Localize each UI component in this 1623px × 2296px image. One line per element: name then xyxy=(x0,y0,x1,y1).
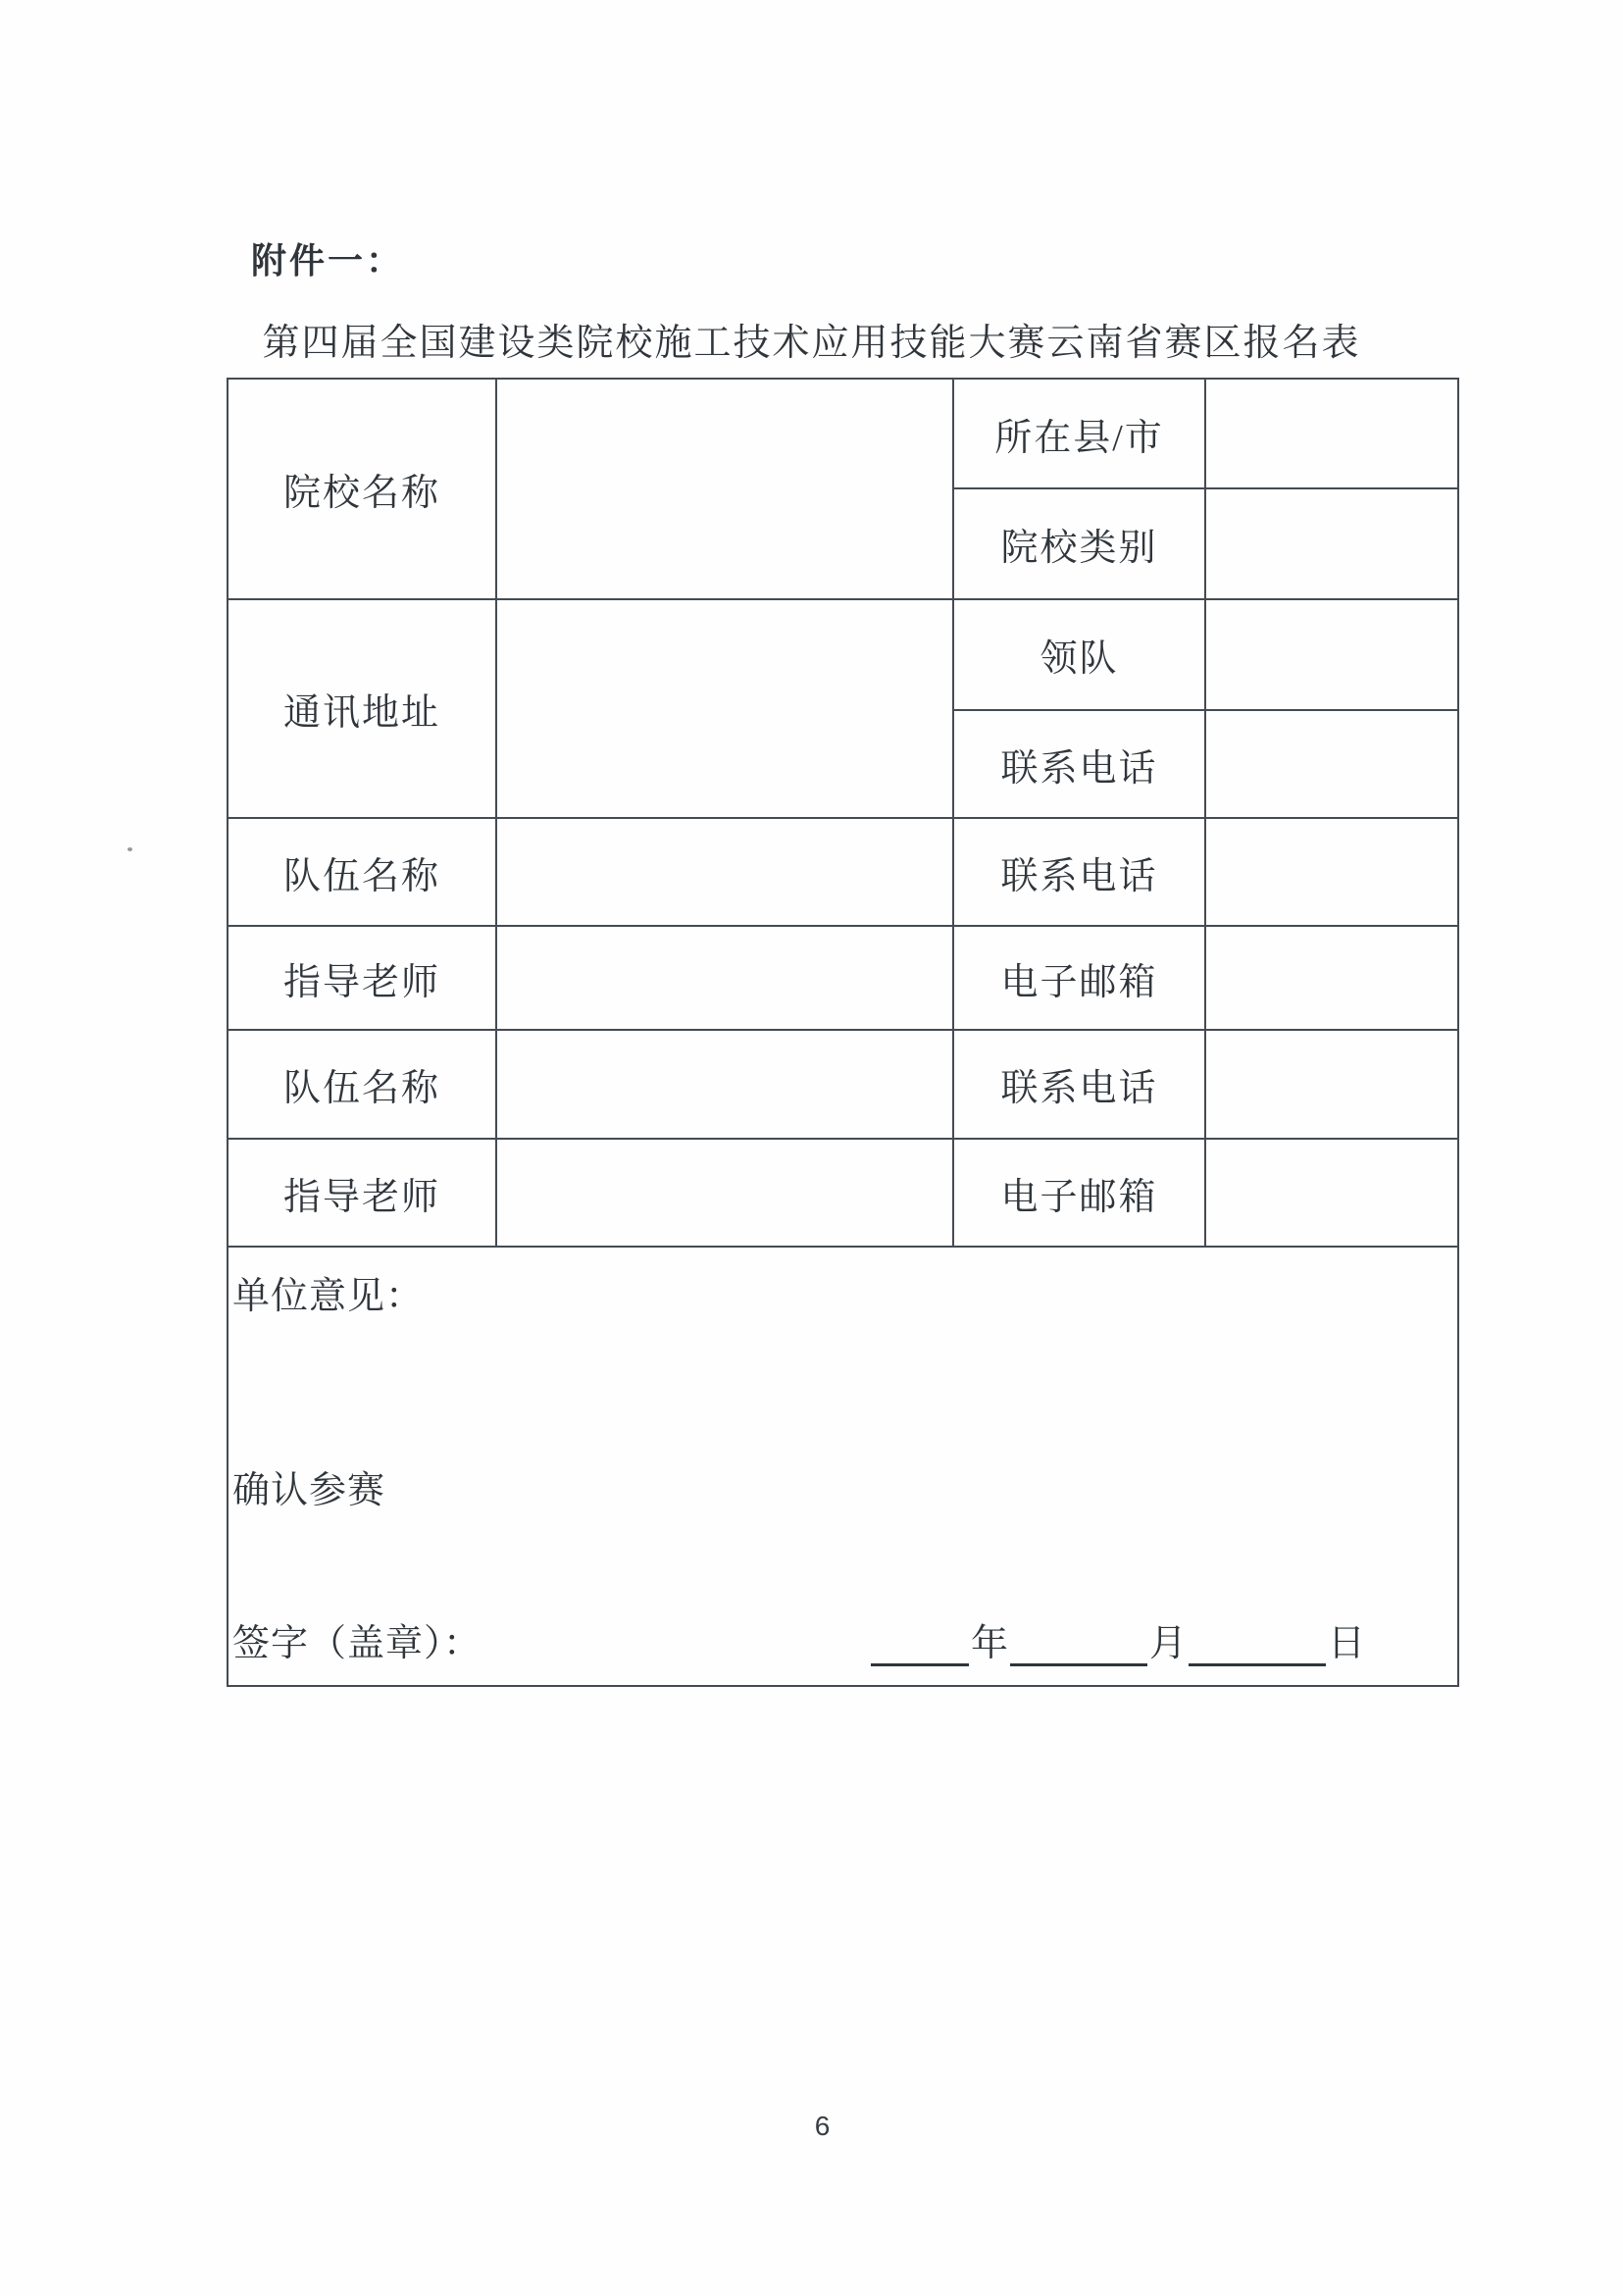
month-blank-line xyxy=(1010,1620,1147,1666)
day-label: 日 xyxy=(1327,1623,1365,1664)
signature-date-row xyxy=(232,1612,1457,1666)
leader-phone-value-cell xyxy=(1205,710,1458,818)
team1-email-label: 电子邮箱 xyxy=(953,926,1205,1030)
team-leader-value-cell xyxy=(1205,599,1458,710)
address-label: 通讯地址 xyxy=(228,599,496,818)
form-title: 第四届全国建设类院校施工技术应用技能大赛云南省赛区报名表 xyxy=(262,323,1361,364)
registration-table xyxy=(227,378,1459,1687)
day-blank-line xyxy=(1189,1620,1326,1666)
team2-teacher-value-cell xyxy=(496,1139,953,1247)
county-label: 所在县/市 xyxy=(953,379,1205,488)
county-value-cell xyxy=(1205,379,1458,488)
team1-phone-value-cell xyxy=(1205,818,1458,926)
attachment-label: 附件一： xyxy=(251,241,405,281)
team1-name-value-cell xyxy=(496,818,953,926)
unit-opinion-cell xyxy=(228,1247,1458,1686)
team1-teacher-value-cell xyxy=(496,926,953,1030)
year-label: 年 xyxy=(970,1623,1008,1664)
team2-email-label: 电子邮箱 xyxy=(953,1139,1205,1247)
month-label: 月 xyxy=(1148,1623,1187,1664)
team1-teacher-label: 指导老师 xyxy=(228,926,496,1030)
school-type-value-cell xyxy=(1205,488,1458,599)
team2-email-value-cell xyxy=(1205,1139,1458,1247)
school-type-label: 院校类别 xyxy=(953,488,1205,599)
team1-email-value-cell xyxy=(1205,926,1458,1030)
page-number: 6 xyxy=(814,2111,831,2141)
signature-seal-label: 签字（盖章）： xyxy=(232,1623,482,1664)
address-value-cell xyxy=(496,599,953,818)
team1-phone-label: 联系电话 xyxy=(953,818,1205,926)
leader-phone-label: 联系电话 xyxy=(953,710,1205,818)
team2-name-label: 队伍名称 xyxy=(228,1030,496,1139)
team2-phone-label: 联系电话 xyxy=(953,1030,1205,1139)
date-fill-in-line xyxy=(871,1612,1367,1666)
team2-name-value-cell xyxy=(496,1030,953,1139)
confirm-participation-label: 确认参赛 xyxy=(232,1470,386,1511)
unit-opinion-label: 单位意见： xyxy=(232,1276,425,1317)
school-name-label: 院校名称 xyxy=(228,379,496,599)
scan-artifact-dot xyxy=(127,847,132,851)
team1-name-label: 队伍名称 xyxy=(228,818,496,926)
team-leader-label: 领队 xyxy=(953,599,1205,710)
team2-phone-value-cell xyxy=(1205,1030,1458,1139)
school-name-value-cell xyxy=(496,379,953,599)
year-blank-line xyxy=(871,1620,969,1666)
team2-teacher-label: 指导老师 xyxy=(228,1139,496,1247)
